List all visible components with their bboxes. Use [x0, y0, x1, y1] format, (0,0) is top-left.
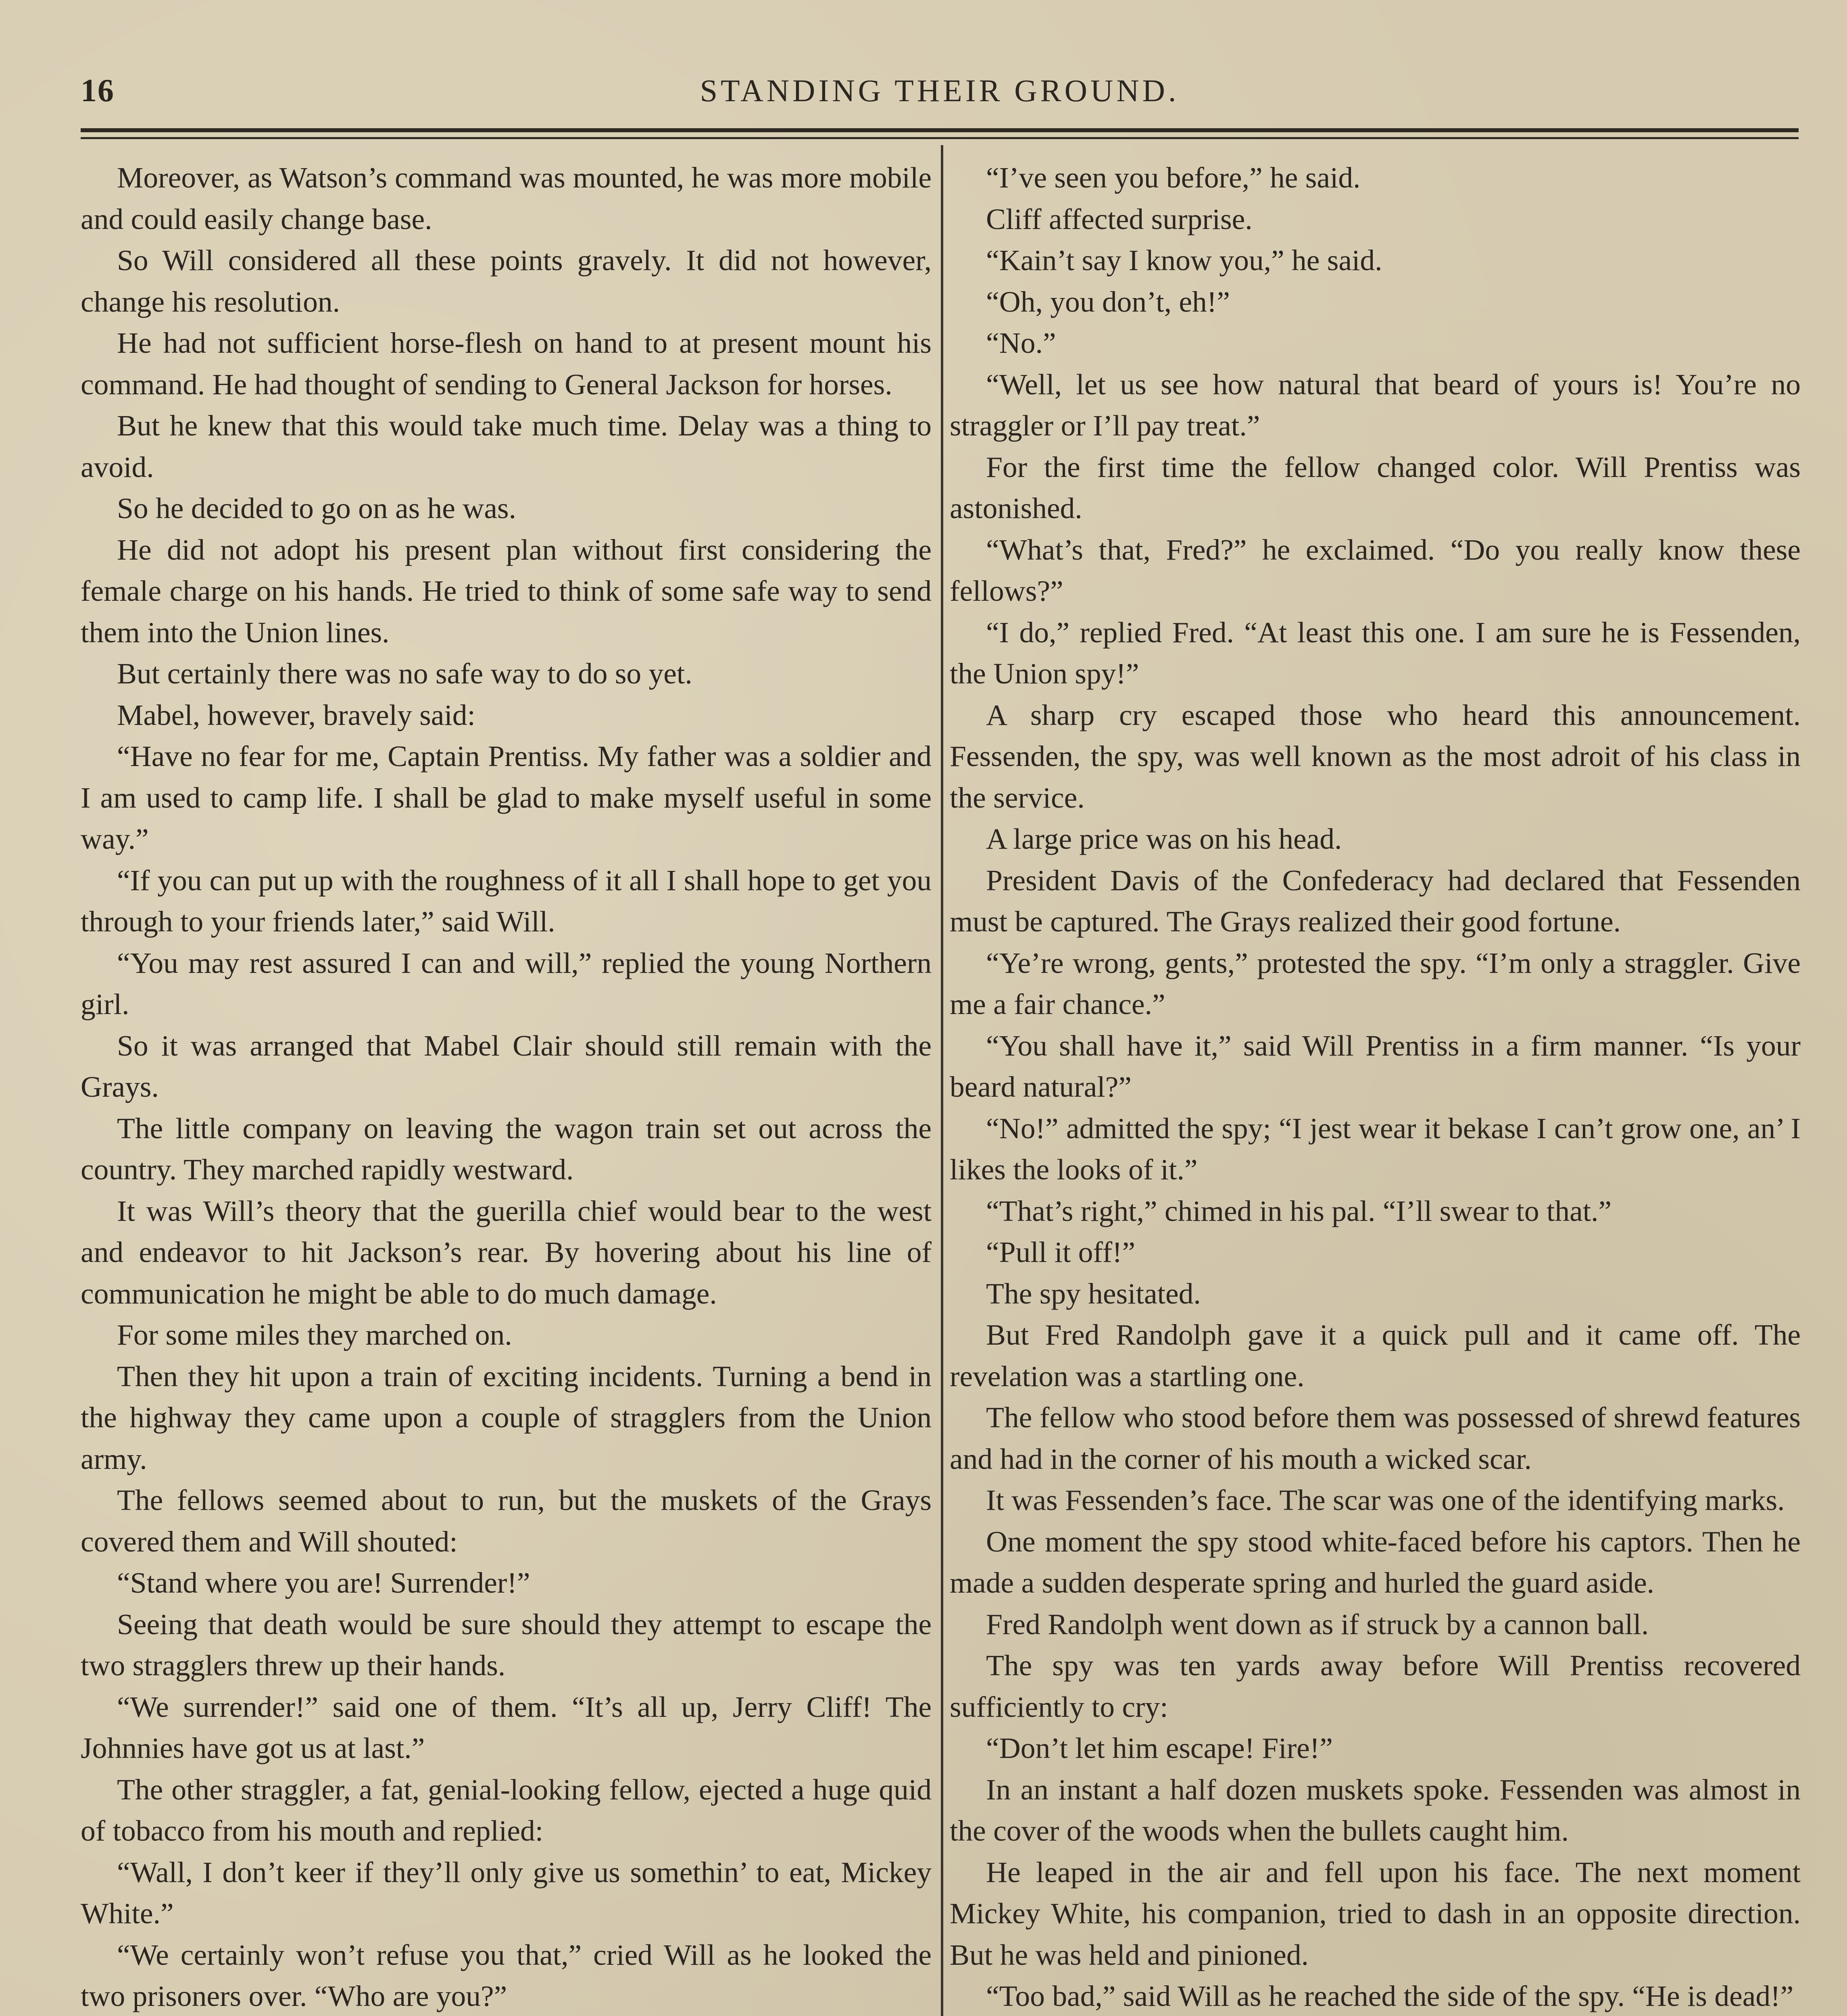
paragraph: “You may rest assured I can and will,” replied the young Northern girl.	[81, 946, 932, 1020]
paragraph: The fellow who stood before them was possessed of shrewd features and had in the corner of his mouth a wicked scar.	[950, 1401, 1801, 1475]
paragraph: “We certainly won’t refuse you that,” cried Will as he looked the two prisoners over. “Who are you?”	[81, 1938, 932, 2012]
paragraph: He leaped in the air and fell upon his face. The next moment Mickey White, his companion, tried to dash in an opposite direction. But he was held and pinioned.	[950, 1856, 1801, 1971]
paragraph: It was Fessenden’s face. The scar was one of the identifying marks.	[986, 1484, 1785, 1516]
paragraph: President Davis of the Confederacy had declared that Fessenden must be captured. The Grays realized their good fortune.	[950, 864, 1801, 938]
paragraph: For the first time the fellow changed color. Will Prentiss was astonished.	[950, 450, 1801, 525]
paragraph: So it was arranged that Mabel Clair should still remain with the Grays.	[81, 1029, 932, 1103]
paragraph: A large price was on his head.	[986, 823, 1342, 855]
paragraph: “No.”	[986, 327, 1056, 359]
paragraph: In an instant a half dozen muskets spoke. Fessenden was almost in the cover of the woods when the bullets caught him.	[950, 1773, 1801, 1847]
paragraph: Mabel, however, bravely said:	[117, 698, 475, 731]
paragraph: So Will considered all these points gravely. It did not however, change his resolution.	[81, 244, 932, 318]
paragraph: “We surrender!” said one of them. “It’s all up, Jerry Cliff! The Johnnies have got us at last.”	[81, 1690, 932, 1764]
paragraph: “What’s that, Fred?” he exclaimed. “Do you really know these fellows?”	[950, 533, 1801, 607]
header-rule-thin	[81, 137, 1799, 139]
paragraph: But he knew that this would take much time. Delay was a thing to avoid.	[81, 409, 932, 483]
paragraph: He had not sufficient horse-flesh on hand to at present mount his command. He had thought of sending to General Jackson for horses.	[81, 327, 932, 401]
right-column	[950, 157, 1801, 2016]
paragraph: “If you can put up with the roughness of it all I shall hope to get you through to your friends later,” said Will.	[81, 864, 932, 938]
left-column	[81, 157, 932, 2016]
paragraph: “No!” admitted the spy; “I jest wear it bekase I can’t grow one, an’ I likes the looks of it.”	[950, 1112, 1801, 1186]
paragraph: “Well, let us see how natural that beard of yours is! You’re no straggler or I’ll pay treat.”	[950, 368, 1801, 442]
paragraph: “Kain’t say I know you,” he said.	[986, 244, 1382, 277]
paragraph: But Fred Randolph gave it a quick pull and it came off. The revelation was a startling one.	[950, 1318, 1801, 1393]
running-title: STANDING THEIR GROUND.	[700, 73, 1180, 108]
page-header	[81, 69, 1799, 121]
paragraph: “Stand where you are! Surrender!”	[117, 1566, 530, 1599]
paragraph: One moment the spy stood white-faced before his captors. Then he made a sudden desperate spring and hurled the guard aside.	[950, 1525, 1801, 1599]
paragraph: “That’s right,” chimed in his pal. “I’ll swear to that.”	[986, 1194, 1612, 1227]
paragraph: So he decided to go on as he was.	[117, 492, 516, 525]
header-rule-thick	[81, 128, 1799, 132]
paragraph: Cliff affected surprise.	[986, 202, 1253, 235]
paragraph: “Ye’re wrong, gents,” protested the spy. “I’m only a straggler. Give me a fair chance.”	[950, 946, 1801, 1020]
paragraph: Moreover, as Watson’s command was mounted, he was more mobile and could easily change base.	[81, 161, 932, 235]
paragraph: “Too bad,” said Will as he reached the side of the spy. “He is dead!”	[986, 1980, 1794, 2012]
paragraph: But certainly there was no safe way to do so yet.	[117, 657, 692, 690]
paragraph: Fred Randolph went down as if struck by a cannon ball.	[986, 1608, 1649, 1641]
paragraph: “I do,” replied Fred. “At least this one. I am sure he is Fessenden, the Union spy!”	[950, 616, 1801, 690]
paragraph: Then they hit upon a train of exciting incidents. Turning a bend in the highway they came upon a couple of stragglers from the Union army.	[81, 1360, 932, 1475]
paragraph: “Oh, you don’t, eh!”	[986, 285, 1230, 318]
paragraph: The little company on leaving the wagon train set out across the country. They marched rapidly westward.	[81, 1112, 932, 1186]
paragraph: The fellows seemed about to run, but the muskets of the Grays covered them and Will shouted:	[81, 1484, 932, 1558]
column-divider	[941, 145, 943, 2016]
paragraph: A sharp cry escaped those who heard this announcement. Fessenden, the spy, was well known as the most adroit of his class in the service.	[950, 698, 1801, 814]
paragraph: “Wall, I don’t keer if they’ll only give us somethin’ to eat, Mickey White.”	[81, 1856, 932, 1930]
paragraph: It was Will’s theory that the guerilla chief would bear to the west and endeavor to hit Jackson’s rear. By hovering about his line of communication he might be able to do much damage.	[81, 1194, 932, 1310]
page-number: 16	[81, 73, 115, 108]
paragraph: “Don’t let him escape! Fire!”	[986, 1732, 1333, 1764]
paragraph: “Pull it off!”	[986, 1236, 1136, 1268]
paragraph: The other straggler, a fat, genial-looking fellow, ejected a huge quid of tobacco from his mouth and replied:	[81, 1773, 932, 1847]
paragraph: “I’ve seen you before,” he said.	[986, 161, 1361, 194]
paragraph: “Have no fear for me, Captain Prentiss. My father was a soldier and I am used to camp life. I shall be glad to make myself useful in some way.”	[81, 740, 932, 855]
paragraph: “You shall have it,” said Will Prentiss in a firm manner. “Is your beard natural?”	[950, 1029, 1801, 1103]
paragraph: The spy hesitated.	[986, 1277, 1201, 1310]
paragraph: He did not adopt his present plan without first considering the female charge on his hands. He tried to think of some safe way to send them into the Union lines.	[81, 533, 932, 649]
paragraph: For some miles they marched on.	[117, 1318, 512, 1351]
paragraph: Seeing that death would be sure should they attempt to escape the two stragglers threw up their hands.	[81, 1608, 932, 1682]
paragraph: The spy was ten yards away before Will Prentiss recovered sufficiently to cry:	[950, 1649, 1801, 1723]
